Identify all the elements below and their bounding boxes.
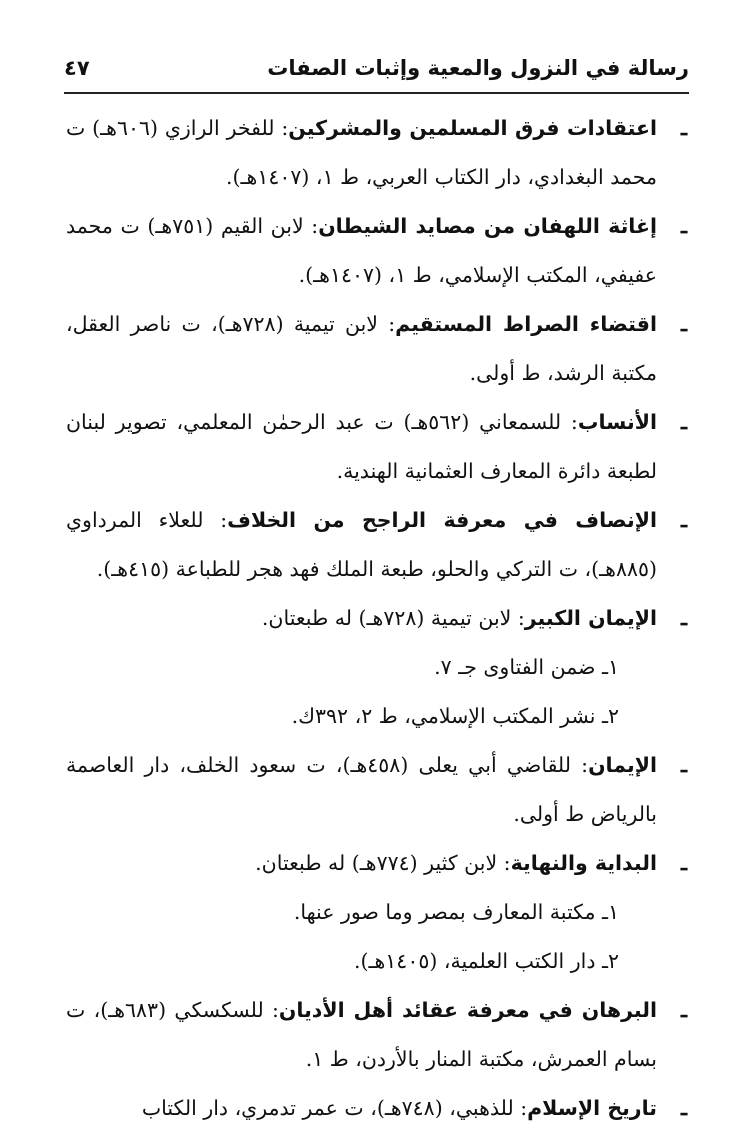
- entry-details: : لابن القيم (٧٥١هـ) ت محمد عفيفي، المكتب الإسلامي، ط ١، (١٤٠٧هـ).: [66, 214, 657, 287]
- sub-entry: ١ـ مكتبة المعارف بمصر وما صور عنها.: [293, 900, 619, 924]
- entry-dash: ـ: [680, 410, 687, 434]
- page-number: ٤٧: [64, 56, 90, 80]
- entry-title: البرهان في معرفة عقائد أهل الأديان: [278, 998, 657, 1022]
- entry-details: : للعلاء المرداوي (٨٨٥هـ)، ت التركي والحلو، طبعة الملك فهد هجر للطباعة (٤١٥هـ).: [66, 508, 657, 581]
- bibliography-entry: [66, 202, 687, 300]
- entry-dash: ـ: [680, 312, 687, 336]
- entry-details: : للفخر الرازي (٦٠٦هـ) ت محمد البغدادي، دار الكتاب العربي، ط ١، (١٤٠٧هـ).: [66, 116, 657, 189]
- entry-dash: ـ: [680, 606, 687, 630]
- header-rule: [64, 92, 689, 94]
- bibliography-entry: [66, 986, 687, 1084]
- entry-dash: ـ: [680, 753, 687, 777]
- bibliography-entry: [66, 839, 687, 888]
- entry-title: البداية والنهاية: [510, 851, 657, 875]
- entry-dash: ـ: [680, 998, 687, 1022]
- bibliography-list: [66, 104, 687, 1133]
- running-title: رسالة في النزول والمعية وإثبات الصفات: [267, 56, 689, 80]
- entry-title: تاريخ الإسلام: [527, 1096, 657, 1120]
- sub-entry: ٢ـ دار الكتب العلمية، (١٤٠٥هـ).: [353, 949, 619, 973]
- running-header: [64, 40, 689, 80]
- entry-dash: ـ: [680, 851, 687, 875]
- entry-details: : للذهبي، (٧٤٨هـ)، ت عمر تدمري، دار الكتاب: [141, 1096, 528, 1120]
- entry-details: : للسكسكي (٦٨٣هـ)، ت بسام العمرش، مكتبة المنار بالأردن، ط ١.: [66, 998, 657, 1071]
- entry-details: : لابن كثير (٧٧٤هـ) له طبعتان.: [255, 851, 511, 875]
- bibliography-entry: [66, 496, 687, 594]
- bibliography-entry: [66, 594, 687, 643]
- entry-dash: ـ: [680, 1096, 687, 1120]
- entry-dash: ـ: [680, 116, 687, 140]
- entry-title: الإيمان: [588, 753, 657, 777]
- entry-details: : للقاضي أبي يعلى (٤٥٨هـ)، ت سعود الخلف، دار العاصمة بالرياض ط أولى.: [66, 753, 657, 826]
- bibliography-entry: [66, 1084, 687, 1133]
- entry-title: الأنساب: [577, 410, 657, 434]
- entry-title: الإيمان الكبير: [524, 606, 657, 630]
- bibliography-entry: [66, 398, 687, 496]
- entry-dash: ـ: [680, 508, 687, 532]
- entry-title: اقتضاء الصراط المستقيم: [395, 312, 657, 336]
- entry-details: : لابن تيمية (٧٢٨هـ) له طبعتان.: [261, 606, 525, 630]
- entry-dash: ـ: [680, 214, 687, 238]
- entry-title: إغاثة اللهفان من مصايد الشيطان: [318, 214, 657, 238]
- bibliography-entry: [66, 300, 687, 398]
- entry-title: الإنصاف في معرفة الراجح من الخلاف: [227, 508, 657, 532]
- entry-details: : للسمعاني (٥٦٢هـ) ت عبد الرحمٰن المعلمي، تصوير لبنان لطبعة دائرة المعارف العثمانية الهندية.: [66, 410, 657, 483]
- sub-entry: ٢ـ نشر المكتب الإسلامي، ط ٢، ٣٩٢ك.: [291, 704, 619, 728]
- bibliography-entry: [66, 741, 687, 839]
- bibliography-entry: [66, 104, 687, 202]
- sub-entry: ١ـ ضمن الفتاوى جـ ٧.: [434, 655, 619, 679]
- entry-details: : لابن تيمية (٧٢٨هـ)، ت ناصر العقل، مكتبة الرشد، ط أولى.: [66, 312, 657, 385]
- entry-title: اعتقادات فرق المسلمين والمشركين: [288, 116, 658, 140]
